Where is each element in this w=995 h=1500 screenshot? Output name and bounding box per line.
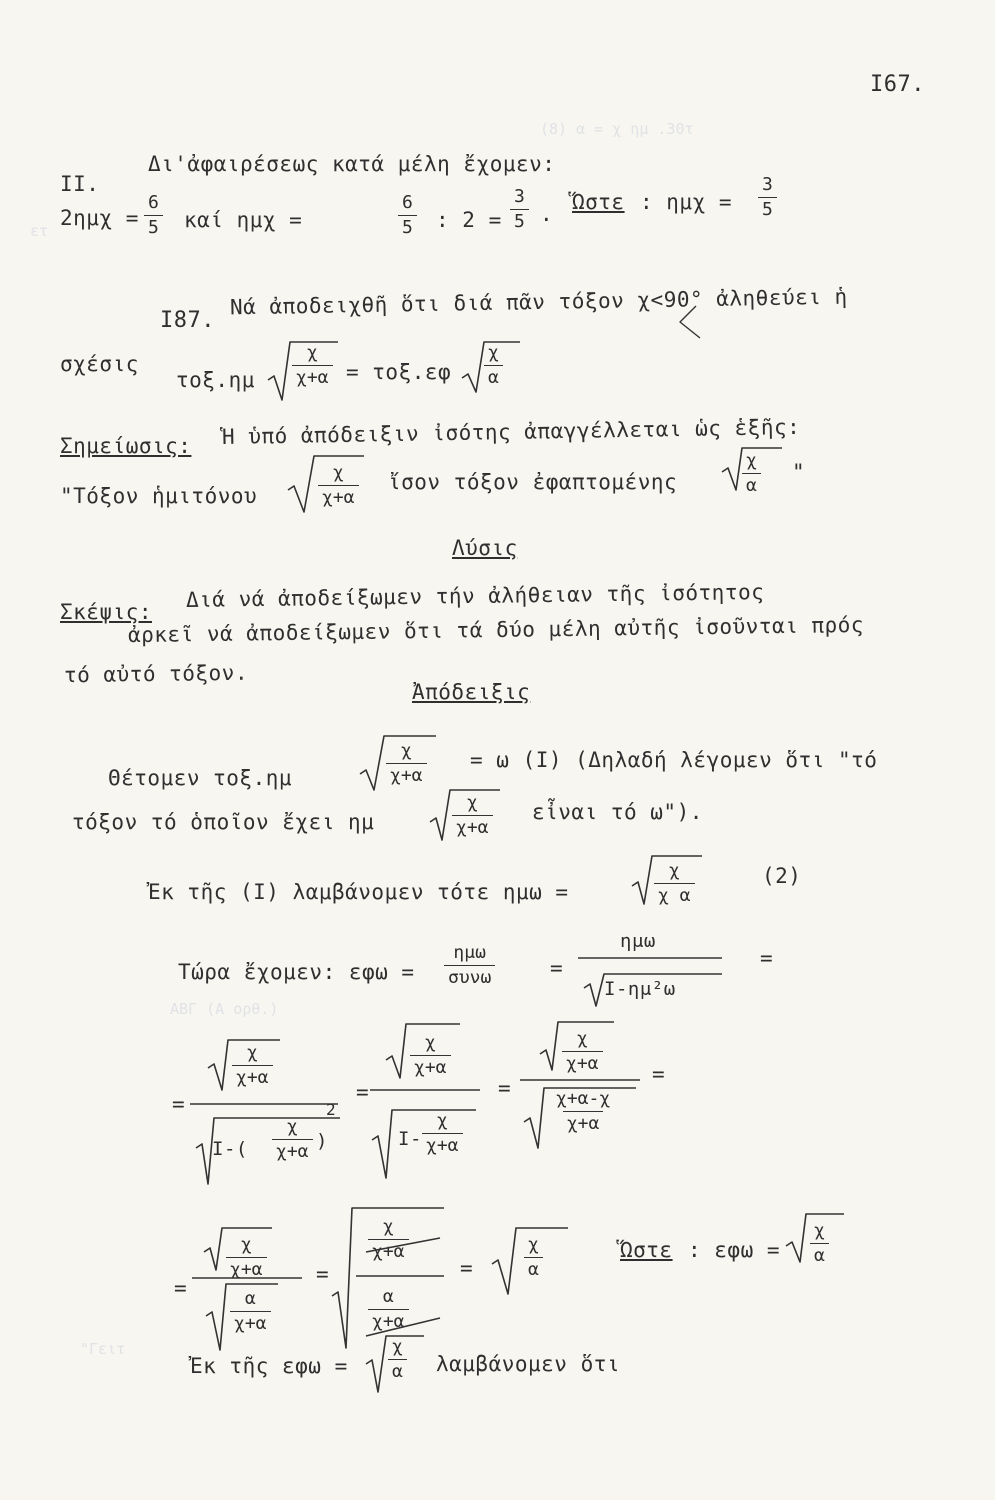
equation-number: (2) <box>762 864 802 888</box>
radical-sign <box>524 1088 636 1148</box>
eq-sign: = <box>356 1080 370 1104</box>
radical-sign <box>332 1208 444 1348</box>
sqrt-fraction: $\frac{\chi}{\alpha}$ <box>810 1222 829 1265</box>
fraction: $\frac{\chi}{\chi+\alpha}$ <box>422 1112 463 1155</box>
sqrt-fraction: $\frac{\chi}{\text{χ α}}$ <box>654 862 695 905</box>
eq-text: . <box>540 202 554 226</box>
note-text: "Τόξον ἡμιτόνου <box>60 484 258 508</box>
proof-text: εἶναι τό ω"). <box>532 800 703 824</box>
problem-text: σχέσις <box>60 352 139 376</box>
sqrt-fraction: $\frac{\chi}{\alpha}$ <box>388 1338 407 1381</box>
frac-denominator: I-ημ²ω <box>604 978 676 1000</box>
wste-word: Ὥστε <box>572 190 625 214</box>
fraction: $\frac{\chi}{\chi+\alpha}$ <box>368 1218 409 1261</box>
radical-sign <box>386 1024 460 1078</box>
radical-sign <box>584 974 722 1006</box>
radical-sign <box>786 1214 844 1262</box>
eq-text: = τοξ.εφ <box>346 360 452 384</box>
section-label: II. <box>60 172 100 196</box>
eq-sign: = <box>174 1276 188 1300</box>
fraction-6-5: $\frac{6}{5}$ <box>144 194 163 237</box>
fraction: ημω συνω <box>444 944 495 987</box>
radical-sign <box>722 448 782 490</box>
fraction-6-5: $\frac{6}{5}$ <box>398 194 417 237</box>
proof-text: = ω (I) (Δηλαδή λέγομεν ὅτι "τό <box>470 748 878 772</box>
eq-sign: = <box>460 1256 474 1280</box>
skepsis-text: τό αὐτό τόξον. <box>63 660 249 688</box>
proof-text: Τώρα ἔχομεν: εφω = <box>178 960 415 984</box>
sqrt-fraction: $\frac{\alpha}{\chi+\alpha}$ <box>230 1290 271 1333</box>
exponent: 2 <box>326 1100 337 1119</box>
radical-sign <box>360 736 436 790</box>
fraction-3-5: $\frac{3}{5}$ <box>510 188 529 231</box>
sqrt-fraction: $\frac{\chi}{\alpha}$ <box>524 1236 543 1279</box>
sqrt-fraction: $\frac{\chi}{\alpha}$ <box>484 344 503 387</box>
sqrt-fraction: $\frac{\chi+\alpha-\chi}{\chi+\alpha}$ <box>556 1088 611 1134</box>
radical-sign <box>366 1336 424 1392</box>
bleed-through-text: (8) α = χ ημ .30τ <box>540 120 694 138</box>
eq-sign: = <box>652 1062 666 1086</box>
problem-statement: Νά ἀποδειχθῆ ὅτι διά πᾶν τόξον χ<90° ἀληθεύει ἡ <box>229 284 848 320</box>
sqrt-fraction: $\frac{\chi}{\chi+\alpha}$ <box>232 1044 273 1087</box>
skepsis-text: ἀρκεῖ νά ἀποδείξωμεν ὅτι τά δύο μέλη αὐτῆς ἰσοῦνται πρός <box>127 612 865 648</box>
proof-text: Θέτομεν τοξ.ημ <box>108 766 293 790</box>
frac-denominator: I- <box>398 1128 422 1150</box>
eq-text: : εφω = <box>688 1238 781 1262</box>
radical-sign <box>372 1110 476 1178</box>
sqrt-fraction: $\frac{\chi}{\chi+\alpha}$ <box>410 1034 451 1077</box>
proof-text: τόξον τό ὁποῖον ἔχει ημ <box>72 810 375 834</box>
proof-text: Ἐκ τῆς εφω = <box>190 1354 348 1378</box>
frac-numerator: ημω <box>620 930 656 952</box>
radical-sign <box>462 342 520 392</box>
eq-text: : 2 = <box>436 208 502 232</box>
eq-sign: = <box>550 956 564 980</box>
radical-sign <box>430 790 500 840</box>
radical-sign <box>206 1284 278 1350</box>
frac-denominator: I-( <box>212 1138 248 1160</box>
eq-text: τοξ.ημ <box>176 368 255 392</box>
heading-lysis: Λύσις <box>452 536 518 560</box>
eq-sign: = <box>316 1262 330 1286</box>
fraction: $\frac{\alpha}{\chi+\alpha}$ <box>368 1288 409 1331</box>
sqrt-fraction: $\frac{\chi}{\chi+\alpha}$ <box>292 344 333 387</box>
sqrt-fraction: $\frac{\chi}{\chi+\alpha}$ <box>386 742 427 785</box>
radical-sign <box>492 1228 568 1294</box>
less-than-bracket <box>680 306 700 338</box>
proof-text: Ἐκ τῆς (I) λαμβάνομεν τότε ημω = <box>148 880 569 904</box>
bleed-through-text: "Γειτ <box>80 1340 126 1358</box>
sqrt-fraction: $\frac{\chi}{\chi+\alpha}$ <box>452 794 493 837</box>
eq-sign: = <box>498 1076 512 1100</box>
radical-sign <box>208 1040 280 1090</box>
note-text: Ἡ ὑπό ἀπόδειξιν ἰσότης ἀπαγγέλλεται ὡς ἑξῆς: <box>221 414 801 450</box>
sqrt-fraction: $\frac{\chi}{\chi+\alpha}$ <box>272 1118 313 1161</box>
strike-through <box>366 1238 440 1252</box>
radical-sign <box>196 1118 340 1184</box>
frac-denominator: ) <box>316 1130 328 1152</box>
bleed-through-text: ετ <box>30 222 49 240</box>
eq-text: καί ημχ = <box>184 208 303 232</box>
heading-apodeixis: Ἀπόδειξις <box>412 680 531 704</box>
note-label: Σημείωσις: <box>60 434 192 458</box>
skepsis-label: Σκέψις: <box>60 600 153 624</box>
proof-text: λαμβάνομεν ὅτι <box>436 1352 621 1376</box>
problem-number: I87. <box>160 308 215 333</box>
page-number: I67. <box>870 72 925 97</box>
eq-sign: = <box>172 1092 186 1116</box>
radical-sign <box>288 456 364 512</box>
section-text: Δι'ἀφαιρέσεως κατά μέλη ἔχομεν: <box>148 152 556 176</box>
strike-through <box>366 1318 440 1336</box>
eq-lhs: 2ημχ = <box>60 206 139 230</box>
sqrt-fraction: $\frac{\chi}{\chi+\alpha}$ <box>318 464 359 507</box>
sqrt-fraction: $\frac{\chi}{\chi+\alpha}$ <box>562 1030 603 1073</box>
radical-sign <box>204 1228 272 1270</box>
radical-sign <box>540 1022 614 1070</box>
radical-sign <box>632 856 702 904</box>
note-text: ἴσον τόξον ἐφαπτομένης <box>388 470 678 494</box>
sqrt-fraction: $\frac{\chi}{\chi+\alpha}$ <box>226 1236 267 1279</box>
eq-text: : ημχ = <box>640 190 733 214</box>
fraction-3-5: $\frac{3}{5}$ <box>758 176 777 219</box>
note-text: " <box>792 460 806 484</box>
bleed-through-text: ΑΒΓ (Α ορθ.) <box>170 1000 279 1018</box>
eq-sign: = <box>760 946 774 970</box>
wste-word: Ὥστε <box>620 1238 673 1262</box>
radical-sign <box>268 342 338 400</box>
skepsis-text: Διά νά ἀποδείξωμεν τήν ἀλήθειαν τῆς ἰσότητος <box>185 579 765 613</box>
sqrt-fraction: $\frac{\chi}{\alpha}$ <box>742 452 761 495</box>
